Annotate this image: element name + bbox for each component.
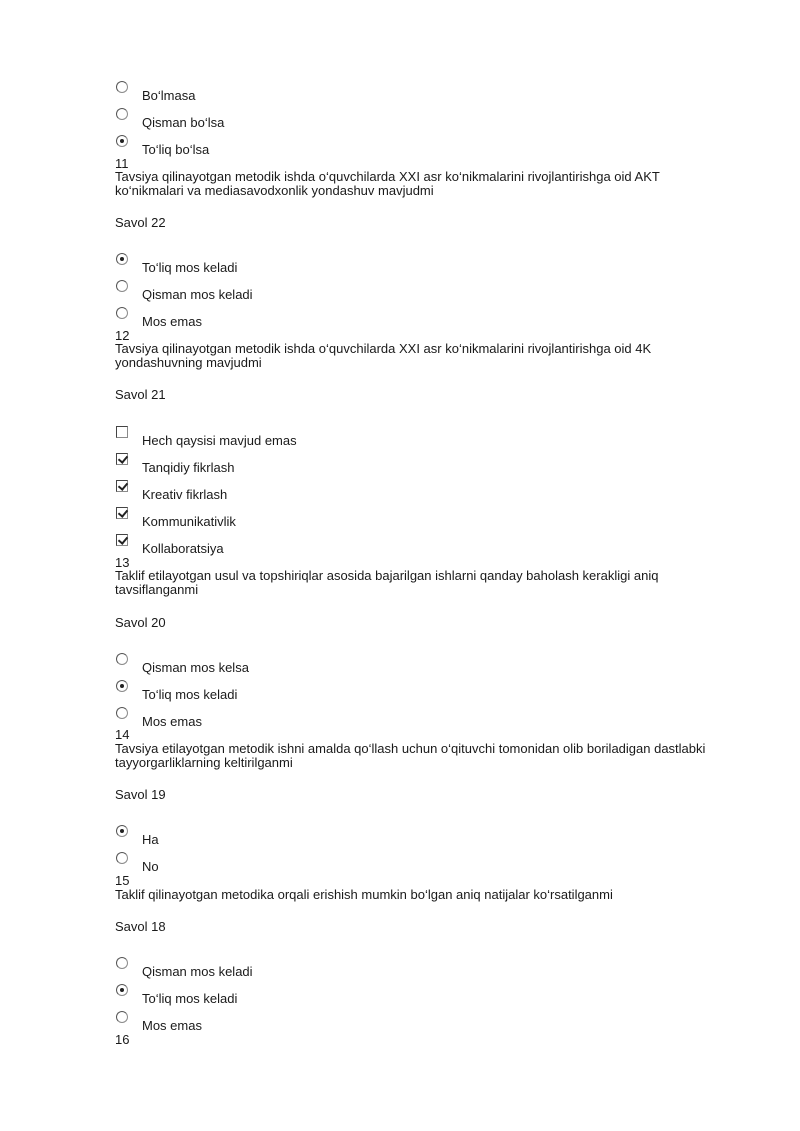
- question-text: Tavsiya etilayotgan metodik ishni amalda qo‘llash uchun o‘qituvchi tomonidan olib boriladigan dastlabki tayyorgarliklarning keltirilganmi: [115, 741, 706, 770]
- savol-label: Savol 21: [115, 387, 166, 402]
- question-text: Tavsiya qilinayotgan metodik ishda o‘quvchilarda XXI asr ko‘nikmalarini rivojlantirishga oid AKT ko‘nikmalari va mediasavodxonlik yondashuv mavjudmi: [115, 169, 660, 198]
- checkbox-checked[interactable]: [116, 534, 128, 546]
- option-label: Mos emas: [142, 314, 202, 329]
- checkbox-checked[interactable]: [116, 480, 128, 492]
- option-label: Ha: [142, 832, 159, 847]
- option-label: Hech qaysisi mavjud emas: [142, 433, 297, 448]
- option-label: To‘liq mos keladi: [142, 687, 238, 702]
- radio-button[interactable]: [116, 307, 128, 319]
- checkbox-checked[interactable]: [116, 507, 128, 519]
- question-number: 14: [115, 727, 130, 742]
- option-label: No: [142, 859, 159, 874]
- question-number: 12: [115, 328, 130, 343]
- option-label: Kommunikativlik: [142, 514, 236, 529]
- option-label: Kollaboratsiya: [142, 541, 224, 556]
- option-label: Mos emas: [142, 1018, 202, 1033]
- option-label: Qisman mos kelsa: [142, 660, 249, 675]
- question-text: Taklif qilinayotgan metodika orqali erishish mumkin bo‘lgan aniq natijalar ko‘rsatilganmi: [115, 887, 613, 902]
- radio-button-selected[interactable]: [116, 135, 128, 147]
- option-label: To‘liq mos keladi: [142, 991, 238, 1006]
- radio-button[interactable]: [116, 108, 128, 120]
- option-label: Kreativ fikrlash: [142, 487, 228, 502]
- radio-button[interactable]: [116, 852, 128, 864]
- radio-button-selected[interactable]: [116, 825, 128, 837]
- radio-button-selected[interactable]: [116, 253, 128, 265]
- option-label: To‘liq bo‘lsa: [142, 142, 210, 157]
- option-label: To‘liq mos keladi: [142, 260, 238, 275]
- radio-button-selected[interactable]: [116, 680, 128, 692]
- option-label: Qisman bo‘lsa: [142, 115, 225, 130]
- question-text: Tavsiya qilinayotgan metodik ishda o‘quvchilarda XXI asr ko‘nikmalarini rivojlantirishga oid 4K yondashuvning mavjudmi: [115, 341, 652, 370]
- radio-button-selected[interactable]: [116, 984, 128, 996]
- question-number: 15: [115, 873, 130, 888]
- question-number: 11: [115, 156, 129, 171]
- checkbox-checked[interactable]: [116, 453, 128, 465]
- radio-button[interactable]: [116, 81, 128, 93]
- savol-label: Savol 20: [115, 615, 166, 630]
- option-label: Qisman mos keladi: [142, 964, 253, 979]
- savol-label: Savol 18: [115, 919, 166, 934]
- option-label: Bo‘lmasa: [142, 88, 196, 103]
- question-text: Taklif etilayotgan usul va topshiriqlar asosida bajarilgan ishlarni qanday baholash kerakligi aniq tavsiflanganmi: [115, 568, 659, 597]
- radio-button[interactable]: [116, 653, 128, 665]
- savol-label: Savol 19: [115, 787, 166, 802]
- radio-button[interactable]: [116, 280, 128, 292]
- question-number: 16: [115, 1032, 130, 1047]
- option-label: Qisman mos keladi: [142, 287, 253, 302]
- question-number: 13: [115, 555, 130, 570]
- option-label: Tanqidiy fikrlash: [142, 460, 235, 475]
- savol-label: Savol 22: [115, 215, 166, 230]
- checkbox[interactable]: [116, 426, 128, 438]
- radio-button[interactable]: [116, 707, 128, 719]
- option-label: Mos emas: [142, 714, 202, 729]
- radio-button[interactable]: [116, 957, 128, 969]
- radio-button[interactable]: [116, 1011, 128, 1023]
